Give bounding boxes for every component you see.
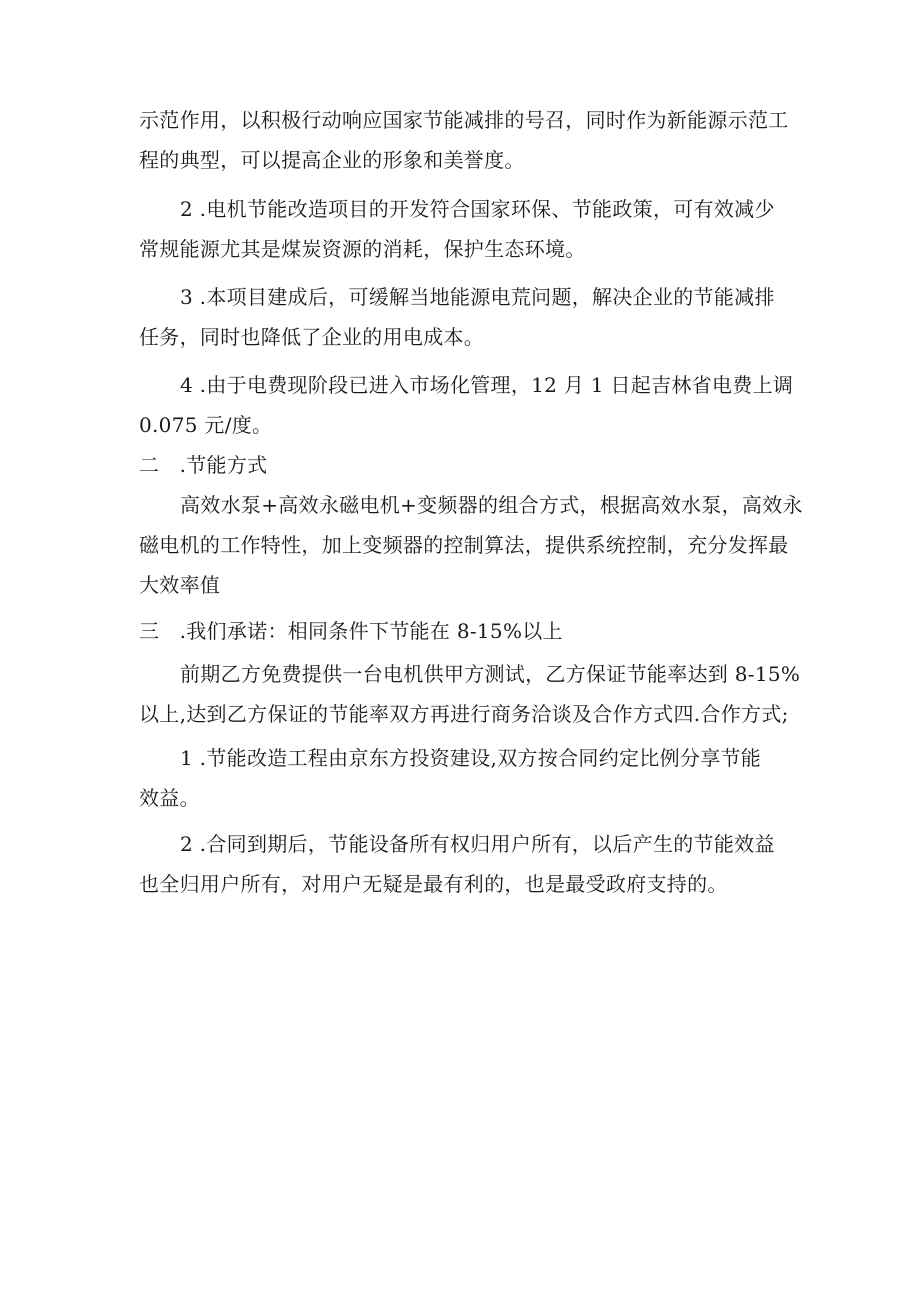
item-1-line-1: 1 .节能改造工程由京东方投资建设,双方按合同约定比例分享节能 (180, 746, 762, 770)
section-2-para-line-1: 高效水泵+高效永磁电机+变频器的组合方式，根据高效水泵，高效永 (180, 493, 803, 517)
item-2-line-2: 常规能源尤其是煤炭资源的消耗，保护生态环境。 (139, 237, 586, 261)
section-3-para-line-2: 以上,达到乙方保证的节能率双方再进行商务洽谈及合作方式四.合作方式; (139, 702, 789, 726)
section-2-heading: 二 .节能方式 (139, 453, 268, 477)
item-2b-line-1: 2 .合同到期后，节能设备所有权归用户所有，以后产生的节能效益 (180, 832, 775, 856)
paragraph-1-line-1: 示范作用，以积极行动响应国家节能减排的号召，同时作为新能源示范工 (139, 108, 789, 132)
item-1-line-2: 效益。 (139, 786, 200, 810)
item-2b-line-2: 也全归用户所有，对用户无疑是最有利的，也是最受政府支持的。 (139, 872, 728, 896)
item-4-line-1: 4 .由于电费现阶段已进入市场化管理，12 月 1 日起吉林省电费上调 (180, 373, 794, 397)
section-2-para-line-2: 磁电机的工作特性，加上变频器的控制算法，提供系统控制，充分发挥最 (139, 533, 789, 557)
item-3-line-2: 任务，同时也降低了企业的用电成本。 (139, 325, 485, 349)
section-2-para-line-3: 大效率值 (139, 573, 221, 597)
item-4-line-2: 0.075 元/度。 (139, 413, 273, 437)
item-2-line-1: 2 .电机节能改造项目的开发符合国家环保、节能政策，可有效减少 (180, 197, 775, 221)
section-3-para-line-1: 前期乙方免费提供一台电机供甲方测试，乙方保证节能率达到 8-15% (180, 662, 801, 686)
item-3-line-1: 3 .本项目建成后，可缓解当地能源电荒问题，解决企业的节能减排 (180, 285, 775, 309)
section-3-heading: 三 .我们承诺：相同条件下节能在 8-15%以上 (139, 619, 563, 643)
paragraph-1-line-2: 程的典型，可以提高企业的形象和美誉度。 (139, 148, 525, 172)
